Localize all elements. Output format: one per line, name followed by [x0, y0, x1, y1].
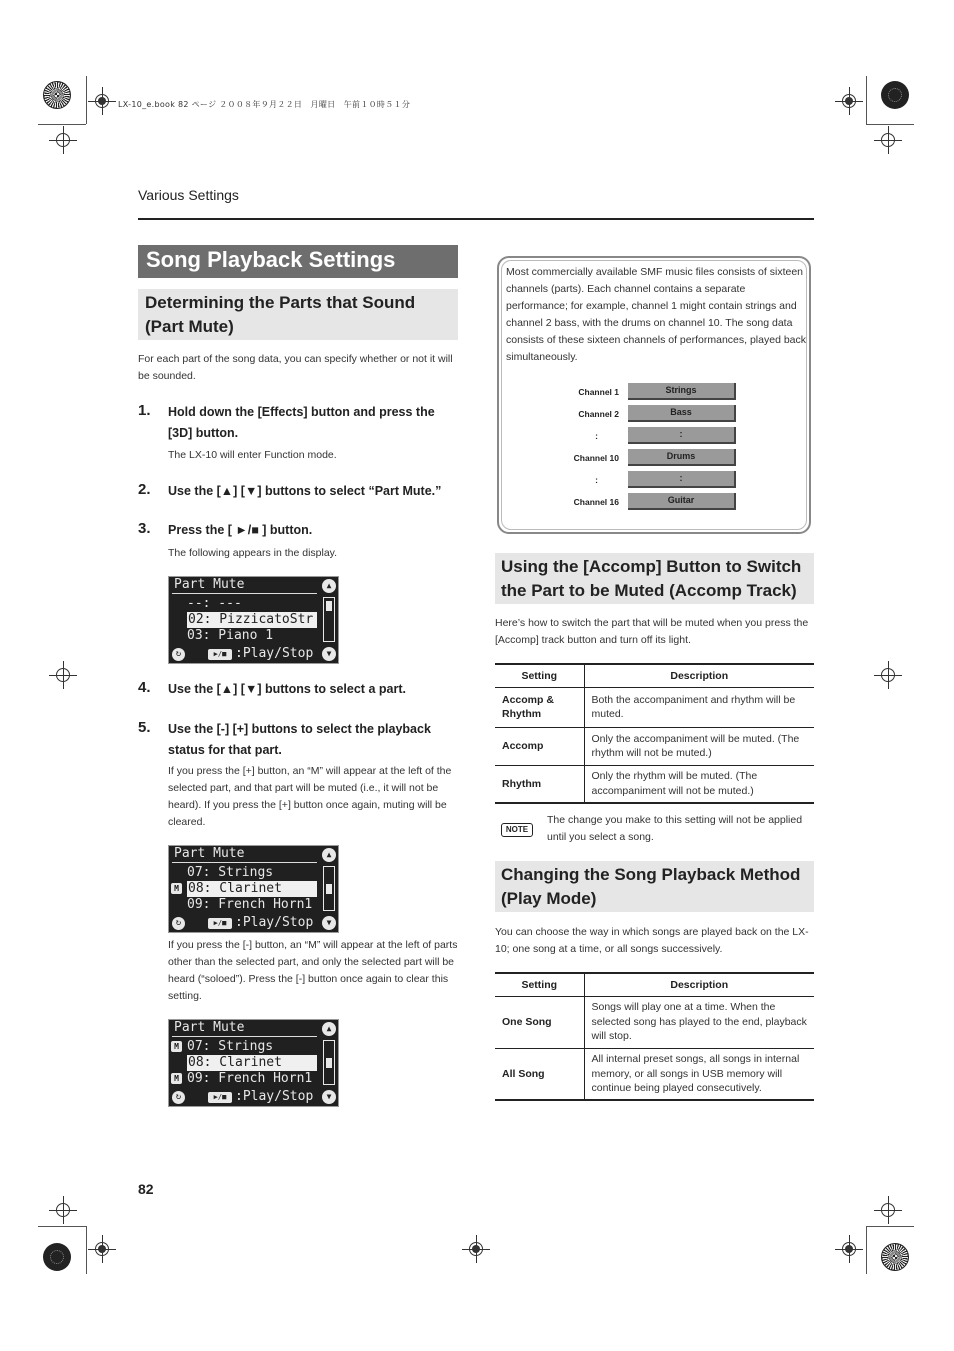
up-arrow-icon: ▲ — [322, 848, 336, 862]
channel-label: Channel 2 — [578, 409, 619, 419]
part-mute-intro: For each part of the song data, you can specify whether or not it will be sounded. — [138, 353, 453, 382]
table-row: All Song All internal preset songs, all songs in internal memory, or all songs in USB memory will continue being played consecutively. — [495, 1048, 814, 1100]
page-number: 82 — [138, 1181, 154, 1197]
step-instruction: Hold down the [Effects] button and press the [3D] button. — [168, 405, 435, 440]
crosshair-icon — [881, 668, 895, 682]
smf-info-text: Most commercially available SMF music files consists of sixteen channels (parts). Each channel contains a separate performance; for example, channel 1 might contain strings and channel 2 bass, with the drums on channel 10. The song data consists of these sixteen channels of performances, played back simultaneously. — [506, 266, 806, 363]
crosshair-icon — [881, 133, 895, 147]
crosshair-icon — [95, 1242, 109, 1256]
table-header: Setting — [495, 973, 584, 996]
subsection-heading-part-mute: Determining the Parts that Sound (Part Mute) — [138, 289, 458, 340]
step-instruction: Use the [▲] [▼] buttons to select a part. — [168, 682, 406, 696]
channel-part-bar: Drums — [628, 449, 736, 466]
step-number: 1. — [138, 402, 151, 419]
file-info: LX-10_e.book 82 ページ ２００８年９月２２日 月曜日 午前１０時５１分 — [118, 100, 411, 109]
registration-circle-icon — [43, 1243, 71, 1271]
crosshair-icon — [95, 94, 109, 108]
step-number: 3. — [138, 520, 151, 537]
header-rule — [138, 218, 814, 220]
crosshair-icon — [56, 668, 70, 682]
table-header: Setting — [495, 664, 584, 687]
step-instruction: Press the [ ►/■ ] button. — [168, 523, 313, 537]
table-header: Description — [584, 973, 814, 996]
registration-burst-icon — [881, 1243, 909, 1271]
subsection-heading-play-mode: Changing the Song Playback Method (Play Mode) — [495, 861, 814, 912]
solo-explanation: If you press the [-] button, an “M” will appear at the left of parts other than the selected part, and only the selected part will be heard (“soloed”). Press the [-] button once again to clear this setting. — [168, 939, 458, 1002]
step-number: 5. — [138, 719, 151, 736]
mute-mark-icon: M — [171, 883, 182, 894]
up-arrow-icon: ▲ — [322, 1022, 336, 1036]
channel-part-bar: Guitar — [628, 493, 736, 510]
down-arrow-icon: ▼ — [322, 1090, 336, 1104]
lcd-display-solo: Part Mute ▲ M 07: Strings 08: Clarinet M 09: French Horn1 ↻ ▶/■ :Play/Stop ▼ — [168, 1019, 339, 1107]
channel-label: : — [595, 431, 598, 441]
step-instruction: Use the [▲] [▼] buttons to select “Part Mute.” — [168, 484, 442, 498]
table-header: Description — [584, 664, 814, 687]
table-row: Rhythm Only the rhythm will be muted. (The accompaniment will not be muted.) — [495, 765, 814, 803]
crosshair-icon — [56, 1203, 70, 1217]
lcd-display-part-mute: Part Mute ▲ --: --- 02: PizzicatoStr 03: Piano 1 ↻ ▶/■ :Play/Stop ▼ — [168, 576, 339, 664]
down-arrow-icon: ▼ — [322, 647, 336, 661]
channel-part-bar: Strings — [628, 383, 736, 400]
function-icon: ↻ — [172, 648, 185, 661]
crosshair-icon — [842, 94, 856, 108]
scrollbar — [323, 866, 335, 911]
mute-mark-icon: M — [171, 1073, 182, 1084]
table-row: Accomp Only the accompaniment will be muted. (The rhythm will not be muted.) — [495, 727, 814, 765]
table-row: Accomp & Rhythm Both the accompaniment and rhythm will be muted. — [495, 687, 814, 727]
table-row: One Song Songs will play one at a time. When the selected song has played to the end, playback will stop. — [495, 996, 814, 1048]
channel-part-bar: : — [628, 471, 736, 488]
page-title: Song Playback Settings — [138, 245, 458, 278]
step-number: 2. — [138, 481, 151, 498]
function-icon: ↻ — [172, 917, 185, 930]
crosshair-icon — [881, 1203, 895, 1217]
crosshair-icon — [842, 1242, 856, 1256]
lcd-display-mute: Part Mute ▲ 07: Strings M 08: Clarinet 09: French Horn1 ↻ ▶/■ :Play/Stop ▼ — [168, 845, 339, 933]
channel-label: Channel 1 — [578, 387, 619, 397]
down-arrow-icon: ▼ — [322, 916, 336, 930]
crosshair-icon — [56, 133, 70, 147]
step-result: The following appears in the display. — [168, 547, 338, 559]
running-header: Various Settings — [138, 187, 239, 203]
up-arrow-icon: ▲ — [322, 579, 336, 593]
accomp-settings-table — [495, 663, 814, 804]
crosshair-icon — [469, 1242, 483, 1256]
channel-label: Channel 16 — [573, 497, 619, 507]
registration-burst-icon — [43, 81, 71, 109]
play-stop-icon: ▶/■ — [208, 918, 232, 929]
channel-part-bar: : — [628, 427, 736, 444]
channel-label: Channel 10 — [573, 453, 619, 463]
channel-part-bar: Bass — [628, 405, 736, 422]
subsection-heading-accomp: Using the [Accomp] Button to Switch the Part to be Muted (Accomp Track) — [495, 553, 814, 604]
accomp-intro: Here’s how to switch the part that will be muted when you press the [Accomp] track button and turn off its light. — [495, 617, 809, 646]
mute-explanation: If you press the [+] button, an “M” will appear at the left of the selected part, and that part will be muted (i.e., it will not be heard). If you press the [+] button once again, muting will be cleared. — [168, 765, 452, 828]
note-icon: NOTE — [501, 823, 533, 837]
function-icon: ↻ — [172, 1091, 185, 1104]
scrollbar — [323, 1040, 335, 1085]
mute-mark-icon: M — [171, 1041, 182, 1052]
registration-circle-icon — [881, 81, 909, 109]
channel-label: : — [595, 475, 598, 485]
step-instruction: Use the [-] [+] buttons to select the playback status for that part. — [168, 722, 431, 757]
scrollbar — [323, 597, 335, 642]
play-mode-table — [495, 972, 814, 1101]
play-stop-icon: ▶/■ — [208, 649, 232, 660]
step-result: The LX-10 will enter Function mode. — [168, 449, 337, 461]
play-mode-intro: You can choose the way in which songs are played back on the LX-10; one song at a time, or all songs successively. — [495, 926, 809, 955]
note-text: The change you make to this setting will not be applied until you select a song. — [547, 814, 803, 843]
step-number: 4. — [138, 679, 151, 696]
play-stop-icon: ▶/■ — [208, 1092, 232, 1103]
